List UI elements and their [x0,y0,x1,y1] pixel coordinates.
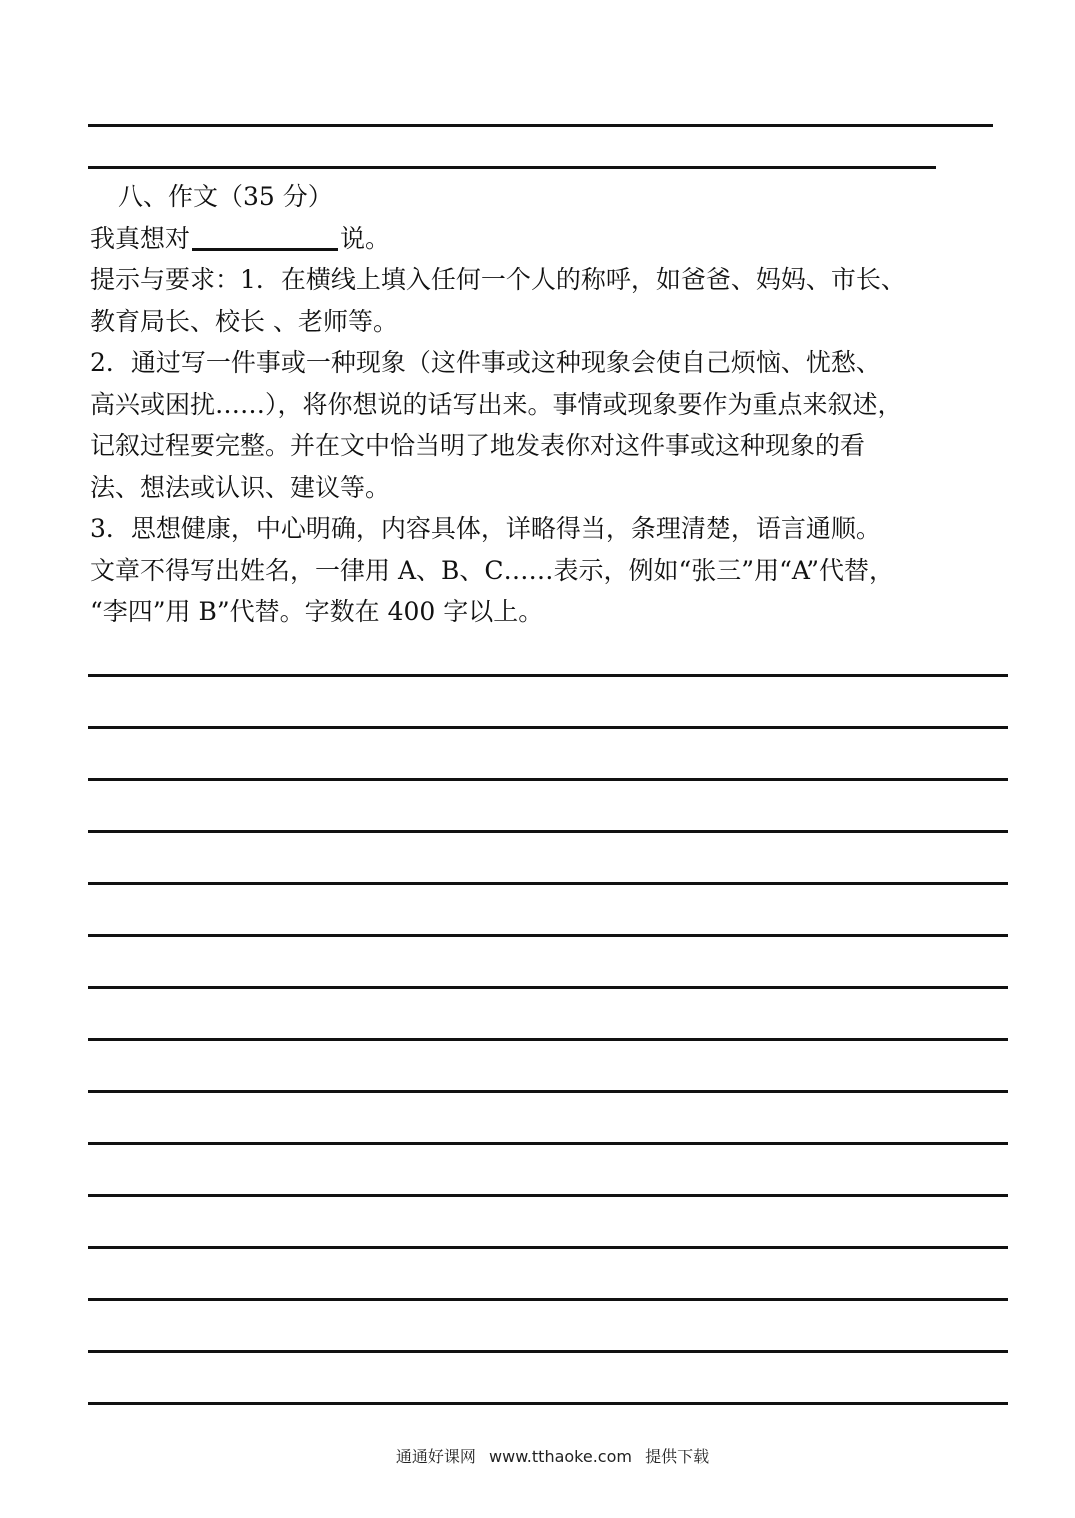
writing-line [88,778,1008,830]
requirement-line-1: 提示与要求：1．在横线上填入任何一个人的称呼，如爸爸、妈妈、市长、 [90,265,906,294]
title-blank [192,222,338,251]
footer-url: www.tthaoke.com [489,1447,632,1466]
requirement-line-4: 高兴或困扰……），将你想说的话写出来。事情或现象要作为重点来叙述， [90,389,903,419]
writing-line [88,830,1008,882]
page-footer [0,1444,1075,1467]
writing-line [88,1246,1008,1298]
requirement-line-7: 3．思想健康，中心明确，内容具体，详略得当，条理清楚，语言通顺。 [90,514,881,543]
answer-line-top-2 [88,166,936,169]
writing-line [88,1142,1008,1194]
composition-section [90,176,1030,633]
composition-title-prompt [90,218,1030,260]
answer-line-top-1 [88,124,993,127]
writing-line [88,1090,1008,1142]
writing-line [88,1194,1008,1246]
requirement-line-5: 记叙过程要完整。并在文中恰当明了地发表你对这件事或这种现象的看 [90,431,866,460]
writing-line [88,934,1008,986]
writing-line [88,1038,1008,1090]
prompt-suffix: 说。 [340,223,391,253]
writing-line [88,1402,1008,1405]
writing-line [88,1298,1008,1350]
requirement-line-6: 法、想法或认识、建议等。 [90,472,391,502]
section-heading: 八、作文（35 分） [118,182,333,211]
writing-line [88,674,1008,726]
prompt-prefix: 我真想对 [90,223,191,253]
requirement-line-3: 2．通过写一件事或一种现象（这件事或这种现象会使自己烦恼、忧愁、 [90,348,881,377]
footer-note: 提供下载 [645,1447,710,1466]
writing-line [88,882,1008,934]
requirement-line-2: 教育局长、校长 、老师等。 [90,306,398,336]
writing-area [88,674,1008,1405]
writing-line [88,726,1008,778]
requirement-line-8: 文章不得写出姓名，一律用 A、B、C……表示，例如“张三”用“A”代替， [90,555,895,585]
writing-line [88,1350,1008,1402]
writing-line [88,986,1008,1038]
footer-site-name: 通通好课网 [395,1447,476,1466]
requirement-line-9: “李四”用 B”代替。字数在 400 字以上。 [90,597,544,626]
